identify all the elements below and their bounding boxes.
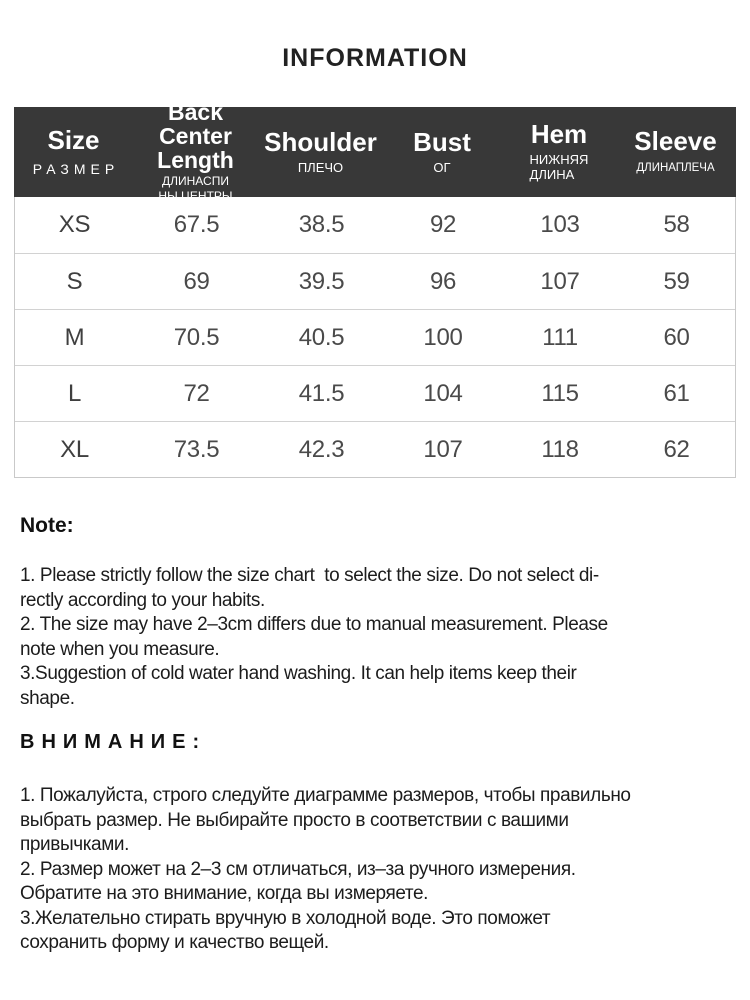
size-cell: L — [67, 379, 82, 407]
column-header-sleeve — [617, 107, 734, 197]
size-cell: S — [66, 267, 83, 295]
column-sublabel-line: НЫ ЦЕНТРЫ — [158, 188, 233, 203]
column-sublabel-hem — [530, 152, 589, 183]
attention-line: 2. Размер может на 2–3 см отличаться, из–за ручного измерения. — [20, 858, 576, 880]
column-sublabel-lines — [298, 160, 343, 175]
value-cell: 72 — [183, 379, 210, 407]
column-sublabel-lines — [158, 174, 232, 202]
value-cell: 92 — [429, 211, 457, 238]
size-cell: XL — [60, 435, 89, 463]
column-sublabel-sleeve — [636, 162, 714, 176]
table-row-xs — [15, 197, 735, 253]
column-label-hem — [531, 121, 587, 148]
column-sublabel-line: РАЗМЕР — [32, 160, 120, 177]
column-sublabel-size — [28, 161, 119, 178]
value-cell: 67.5 — [173, 211, 220, 238]
value-cell: 42.3 — [298, 435, 345, 463]
attention-line: выбрать размер. Не выбирайте просто в соответствии с вашими — [20, 809, 569, 831]
note-line: shape. — [20, 687, 75, 709]
column-label-sleeve — [634, 128, 716, 155]
column-sublabel-line: ПЛЕЧО — [297, 159, 344, 175]
note-line: 2. The size may have 2–3cm differs due to manual measurement. Please — [20, 614, 608, 635]
value-cell: 40.5 — [298, 323, 345, 351]
column-sublabel-line: ДЛИНА — [529, 167, 575, 183]
note-line: 1. Please strictly follow the size chart to select the size. Do not select di- — [20, 565, 599, 586]
column-sublabel-line: ДЛИНАПЛЕЧА — [636, 162, 715, 175]
column-label-line: Shoulder — [264, 126, 377, 157]
table-row-s — [15, 253, 735, 309]
size-chart-table — [14, 99, 736, 478]
note-section — [20, 514, 730, 711]
column-label-line: Back Center — [159, 99, 232, 149]
value-cell: 118 — [541, 435, 579, 463]
value-cell: 104 — [423, 379, 463, 407]
column-sublabel-line: ДЛИНАСПИ — [162, 174, 229, 189]
column-label-back-center-length — [133, 101, 258, 172]
value-cell: 69 — [183, 267, 210, 295]
table-row-l — [15, 365, 735, 421]
column-label-line: Size — [47, 124, 100, 155]
column-sublabel-lines — [530, 152, 589, 183]
column-sublabel-shoulder — [298, 160, 343, 175]
column-label-size — [47, 124, 100, 155]
value-cell: 96 — [429, 267, 457, 295]
column-sublabel-lines — [433, 160, 450, 175]
value-cell: 41.5 — [298, 379, 345, 407]
attention-line: 1. Пожалуйста, строго следуйте диаграмме размеров, чтобы правильно — [20, 785, 631, 806]
attention-line: Обратите на это внимание, когда вы измеряете. — [20, 883, 429, 904]
value-cell: 58 — [663, 211, 690, 238]
value-cell: 38.5 — [298, 211, 345, 238]
column-label-line: Hem — [530, 119, 588, 150]
column-label-line: Sleeve — [634, 126, 717, 157]
attention-section — [20, 731, 730, 956]
column-header-back-center-length — [133, 99, 258, 203]
value-cell: 59 — [663, 267, 690, 295]
value-cell: 103 — [540, 211, 580, 238]
value-cell: 39.5 — [298, 267, 345, 295]
note-line: 3.Suggestion of cold water hand washing. It can help items keep their — [20, 663, 577, 684]
page-title: INFORMATION — [282, 44, 468, 72]
column-label-line: Length — [157, 146, 234, 173]
column-header-hem — [501, 107, 617, 197]
value-cell: 100 — [423, 323, 463, 351]
value-cell: 60 — [663, 323, 690, 351]
table-body — [14, 197, 736, 478]
value-cell: 107 — [540, 267, 580, 295]
column-label-line: Bust — [413, 126, 471, 157]
column-header-size — [14, 107, 133, 197]
column-header-bust — [383, 107, 501, 197]
column-sublabel-back-center-length — [158, 174, 232, 202]
note-heading: Note: — [20, 514, 74, 537]
note-line: note when you measure. — [20, 638, 220, 660]
table-row-m — [15, 309, 735, 365]
attention-line: сохранить форму и качество вещей. — [20, 932, 329, 953]
attention-text — [20, 784, 730, 956]
column-sublabel-line: НИЖНЯЯ — [529, 152, 589, 168]
attention-line: привычками. — [20, 834, 129, 855]
size-cell: XS — [58, 211, 91, 238]
note-text — [20, 564, 730, 711]
value-cell: 111 — [542, 323, 578, 351]
attention-line: 3.Желательно стирать вручную в холодной воде. Это поможет — [20, 907, 551, 929]
value-cell: 61 — [663, 379, 690, 407]
column-label-bust — [413, 126, 471, 157]
column-sublabel-lines — [28, 161, 119, 178]
value-cell: 107 — [423, 435, 463, 463]
column-sublabel-bust — [433, 160, 450, 175]
column-label-shoulder — [264, 126, 377, 157]
attention-heading: ВНИМАНИЕ: — [20, 731, 207, 753]
value-cell: 70.5 — [173, 323, 220, 351]
column-header-shoulder — [258, 107, 383, 197]
size-cell: M — [64, 323, 85, 351]
note-line: rectly according to your habits. — [20, 589, 265, 611]
table-row-xl — [15, 421, 735, 477]
value-cell: 115 — [541, 379, 579, 407]
value-cell: 73.5 — [173, 435, 220, 463]
table-header-row — [14, 99, 736, 203]
value-cell: 62 — [663, 435, 690, 463]
column-sublabel-lines — [636, 162, 714, 176]
column-sublabel-line: ОГ — [433, 159, 451, 175]
